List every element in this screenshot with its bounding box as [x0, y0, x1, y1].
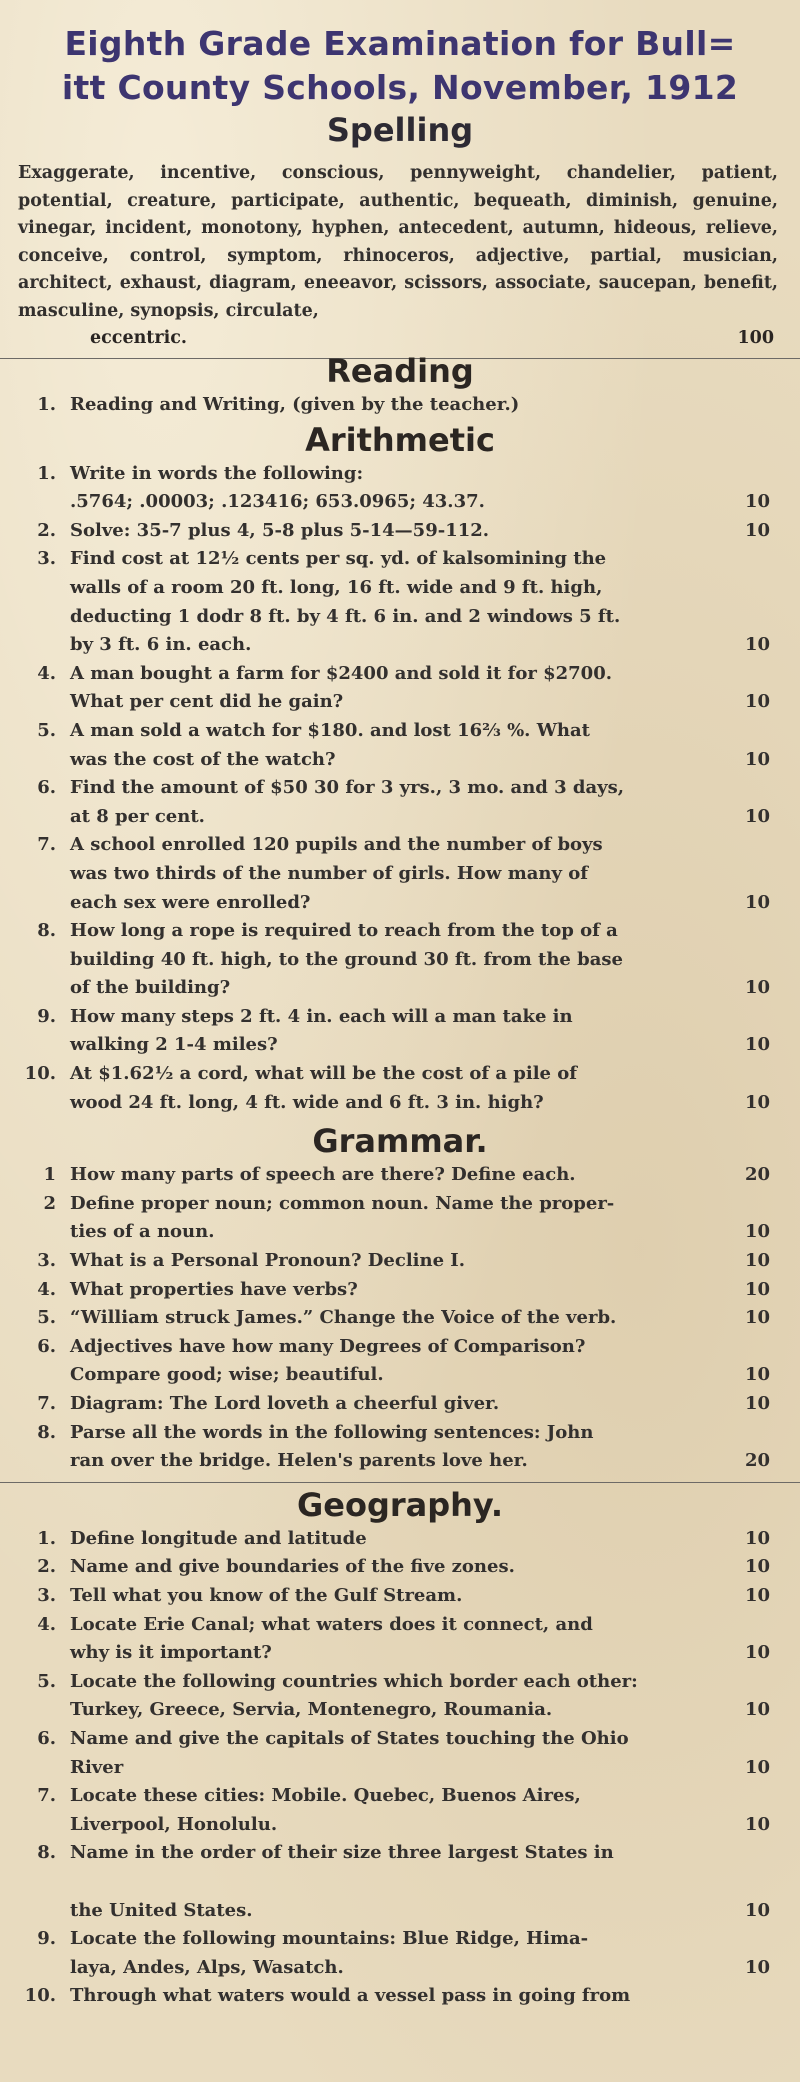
question-points: 10	[744, 1393, 770, 1414]
question-number: 8.	[37, 920, 56, 942]
spelling-last-line	[18, 325, 782, 352]
title-line-2: itt County Schools, November, 1912	[61, 68, 739, 107]
question-text: “William struck James.” Change the Voice of the verb.	[70, 1307, 617, 1329]
question-number: 5.	[37, 1307, 56, 1329]
question-points: 10	[744, 1307, 770, 1329]
question-number: 1.	[37, 1527, 56, 1549]
question-text: Through what waters would a vessel pass in going from	[70, 1985, 631, 2007]
question-row	[18, 717, 782, 774]
question-text: Diagram: The Lord loveth a cheerful giver.	[70, 1393, 500, 1414]
question-row	[18, 1982, 782, 2011]
spelling-points: 100	[737, 328, 774, 348]
question-points: 10	[744, 1556, 770, 1578]
question-points: 10	[744, 1899, 770, 1921]
question-points: 10	[744, 1091, 770, 1113]
question-number: 1.	[37, 394, 56, 415]
question-points: 10	[744, 748, 770, 770]
question-points: 20	[744, 1450, 770, 1472]
question-number: 9.	[37, 1928, 56, 1950]
question-number: 7.	[37, 1785, 56, 1807]
question-text: Define longitude and latitude	[70, 1527, 367, 1549]
question-text: Locate Erie Canal; what waters does it connect, and why is it important?	[70, 1613, 593, 1664]
question-row	[18, 1304, 782, 1333]
question-row	[18, 1553, 782, 1582]
question-row	[18, 517, 782, 546]
question-row	[18, 545, 782, 659]
question-points: 10	[744, 1813, 770, 1835]
spelling-words: Exaggerate, incentive, conscious, pennyweight, chandelier, patient, potential, creature, participate, authentic, bequeath, diminish, genuine, vinegar, incident, monotony, hyphen, antecedent, autumn, hideous, relieve, conceive, control, symptom, rhinoceros, adjective, partial, musician, architect, exhaust, diagram, eneeavor, scissors, associate, saucepan, benefit, masculine, synopsis, circulate,	[18, 163, 778, 321]
question-text: Name in the order of their size three largest States in the United States.	[70, 1842, 614, 1921]
question-text: Find the amount of $50 30 for 3 yrs., 3 mo. and 3 days, at 8 per cent.	[70, 777, 625, 827]
question-number: 3.	[37, 1250, 56, 1272]
question-row	[18, 774, 782, 831]
question-row	[18, 1419, 782, 1476]
question-row	[18, 1782, 782, 1839]
question-points: 10	[744, 1221, 770, 1243]
question-row	[18, 460, 782, 517]
question-number: 8.	[37, 1421, 56, 1443]
question-number: 4.	[37, 662, 56, 684]
question-text: Locate the following mountains: Blue Ridge, Hima- laya, Andes, Alps, Wasatch.	[70, 1928, 589, 1978]
question-points: 10	[744, 519, 770, 541]
question-number: 10.	[24, 1985, 56, 2007]
question-row	[18, 1161, 782, 1190]
question-number: 7.	[37, 1393, 56, 1414]
question-row	[18, 1333, 782, 1390]
question-points: 10	[744, 805, 770, 827]
question-row	[18, 1190, 782, 1247]
grammar-heading: Grammar.	[312, 1122, 488, 1161]
reading-questions	[18, 391, 782, 420]
question-text: How many steps 2 ft. 4 in. each will a man take in walking 2 1-4 miles?	[70, 1005, 573, 1056]
question-points: 10	[744, 691, 770, 713]
question-row	[18, 831, 782, 917]
question-number: 3.	[37, 548, 56, 570]
exam-title	[18, 22, 782, 110]
geography-questions	[18, 1525, 782, 2011]
question-points: 10	[744, 1278, 770, 1300]
question-row	[18, 917, 782, 1003]
reading-heading: Reading	[326, 352, 474, 390]
question-points: 10	[744, 1699, 770, 1721]
question-row	[18, 660, 782, 717]
question-text: Write in words the following: .5764; .00003; .123416; 653.0965; 43.37.	[70, 462, 485, 513]
question-text: What properties have verbs?	[70, 1278, 358, 1300]
question-row	[18, 391, 782, 420]
question-number: 6.	[37, 777, 56, 799]
arithmetic-questions	[18, 460, 782, 1118]
question-text: A man sold a watch for $180. and lost 16⅔ %. What was the cost of the watch?	[70, 719, 590, 770]
question-number: 9.	[37, 1005, 56, 1027]
question-row	[18, 1525, 782, 1554]
question-points: 10	[744, 1527, 770, 1549]
question-points: 10	[744, 1250, 770, 1272]
question-points: 10	[744, 891, 770, 913]
question-text: A school enrolled 120 pupils and the number of boys was two thirds of the number of girls. How many of each sex were enrolled?	[70, 834, 603, 913]
question-points: 10	[744, 634, 770, 656]
question-text: Tell what you know of the Gulf Stream.	[70, 1584, 463, 1606]
question-number: 2.	[37, 1556, 56, 1578]
question-row	[18, 1390, 782, 1419]
question-text: Locate these cities: Mobile. Quebec, Buenos Aires, Liverpool, Honolulu.	[70, 1785, 581, 1835]
question-points: 10	[744, 1034, 770, 1056]
section-divider	[0, 1482, 800, 1483]
question-number: 2.	[37, 519, 56, 541]
question-row	[18, 1003, 782, 1060]
question-number: 8.	[37, 1842, 56, 1864]
question-text: A man bought a farm for $2400 and sold it for $2700. What per cent did he gain?	[70, 662, 612, 713]
question-text: Find cost at 12½ cents per sq. yd. of kalsomining the walls of a room 20 ft. long, 16 ft. wide and 9 ft. high, deducting 1 dodr 8 ft. by 4 ft. 6 in. and 2 windows 5 ft. by 3 ft. 6 in. each.	[70, 548, 621, 656]
question-text: Parse all the words in the following sentences: John ran over the bridge. Helen's parents love her.	[70, 1421, 594, 1472]
question-text: Define proper noun; common noun. Name the proper- ties of a noun.	[70, 1192, 615, 1243]
question-number: 3.	[37, 1584, 56, 1606]
question-row	[18, 1276, 782, 1305]
question-number: 1.	[37, 462, 56, 484]
question-row	[18, 1925, 782, 1982]
question-points: 20	[744, 1164, 770, 1186]
question-number: 5.	[37, 1670, 56, 1692]
question-row	[18, 1247, 782, 1276]
question-text: How many parts of speech are there? Define each.	[70, 1164, 576, 1186]
question-number: 7.	[37, 834, 56, 856]
question-number: 4.	[37, 1278, 56, 1300]
question-points: 10	[744, 1756, 770, 1778]
question-text: What is a Personal Pronoun? Decline I.	[70, 1250, 465, 1272]
grammar-questions	[18, 1161, 782, 1476]
question-points: 10	[744, 491, 770, 513]
question-number: 10.	[24, 1063, 56, 1085]
question-text: How long a rope is required to reach from the top of a building 40 ft. high, to the ground 30 ft. from the base of the building?	[70, 920, 623, 999]
question-number: 2	[43, 1192, 56, 1214]
title-line-1: Eighth Grade Examination for Bull=	[64, 24, 736, 63]
question-text: Solve: 35-7 plus 4, 5-8 plus 5-14—59-112.	[70, 519, 490, 541]
question-text: Reading and Writing, (given by the teacher.)	[70, 394, 520, 415]
question-row	[18, 1839, 782, 1925]
spelling-last-word: eccentric.	[90, 328, 188, 348]
question-points: 10	[744, 1642, 770, 1664]
question-row	[18, 1611, 782, 1668]
question-points: 10	[744, 977, 770, 999]
question-number: 6.	[37, 1727, 56, 1749]
question-row	[18, 1668, 782, 1725]
question-number: 1	[43, 1164, 56, 1186]
question-points: 10	[744, 1364, 770, 1386]
question-text: Locate the following countries which border each other: Turkey, Greece, Servia, Montenegro, Roumania.	[70, 1670, 638, 1721]
question-number: 6.	[37, 1335, 56, 1357]
question-row	[18, 1060, 782, 1117]
geography-heading: Geography.	[297, 1485, 503, 1524]
question-text: Name and give boundaries of the five zones.	[70, 1556, 515, 1578]
question-number: 5.	[37, 719, 56, 741]
arithmetic-heading: Arithmetic	[305, 420, 495, 459]
question-points: 10	[744, 1956, 770, 1978]
spelling-heading: Spelling	[326, 111, 474, 149]
question-text: At $1.62½ a cord, what will be the cost of a pile of wood 24 ft. long, 4 ft. wide and 6 ft. 3 in. high?	[70, 1063, 578, 1113]
question-row	[18, 1725, 782, 1782]
question-text: Adjectives have how many Degrees of Comparison? Compare good; wise; beautiful.	[70, 1335, 586, 1386]
question-row	[18, 1582, 782, 1611]
question-text: Name and give the capitals of States touching the Ohio River	[70, 1727, 629, 1778]
question-points: 10	[744, 1584, 770, 1606]
question-number: 4.	[37, 1613, 56, 1635]
